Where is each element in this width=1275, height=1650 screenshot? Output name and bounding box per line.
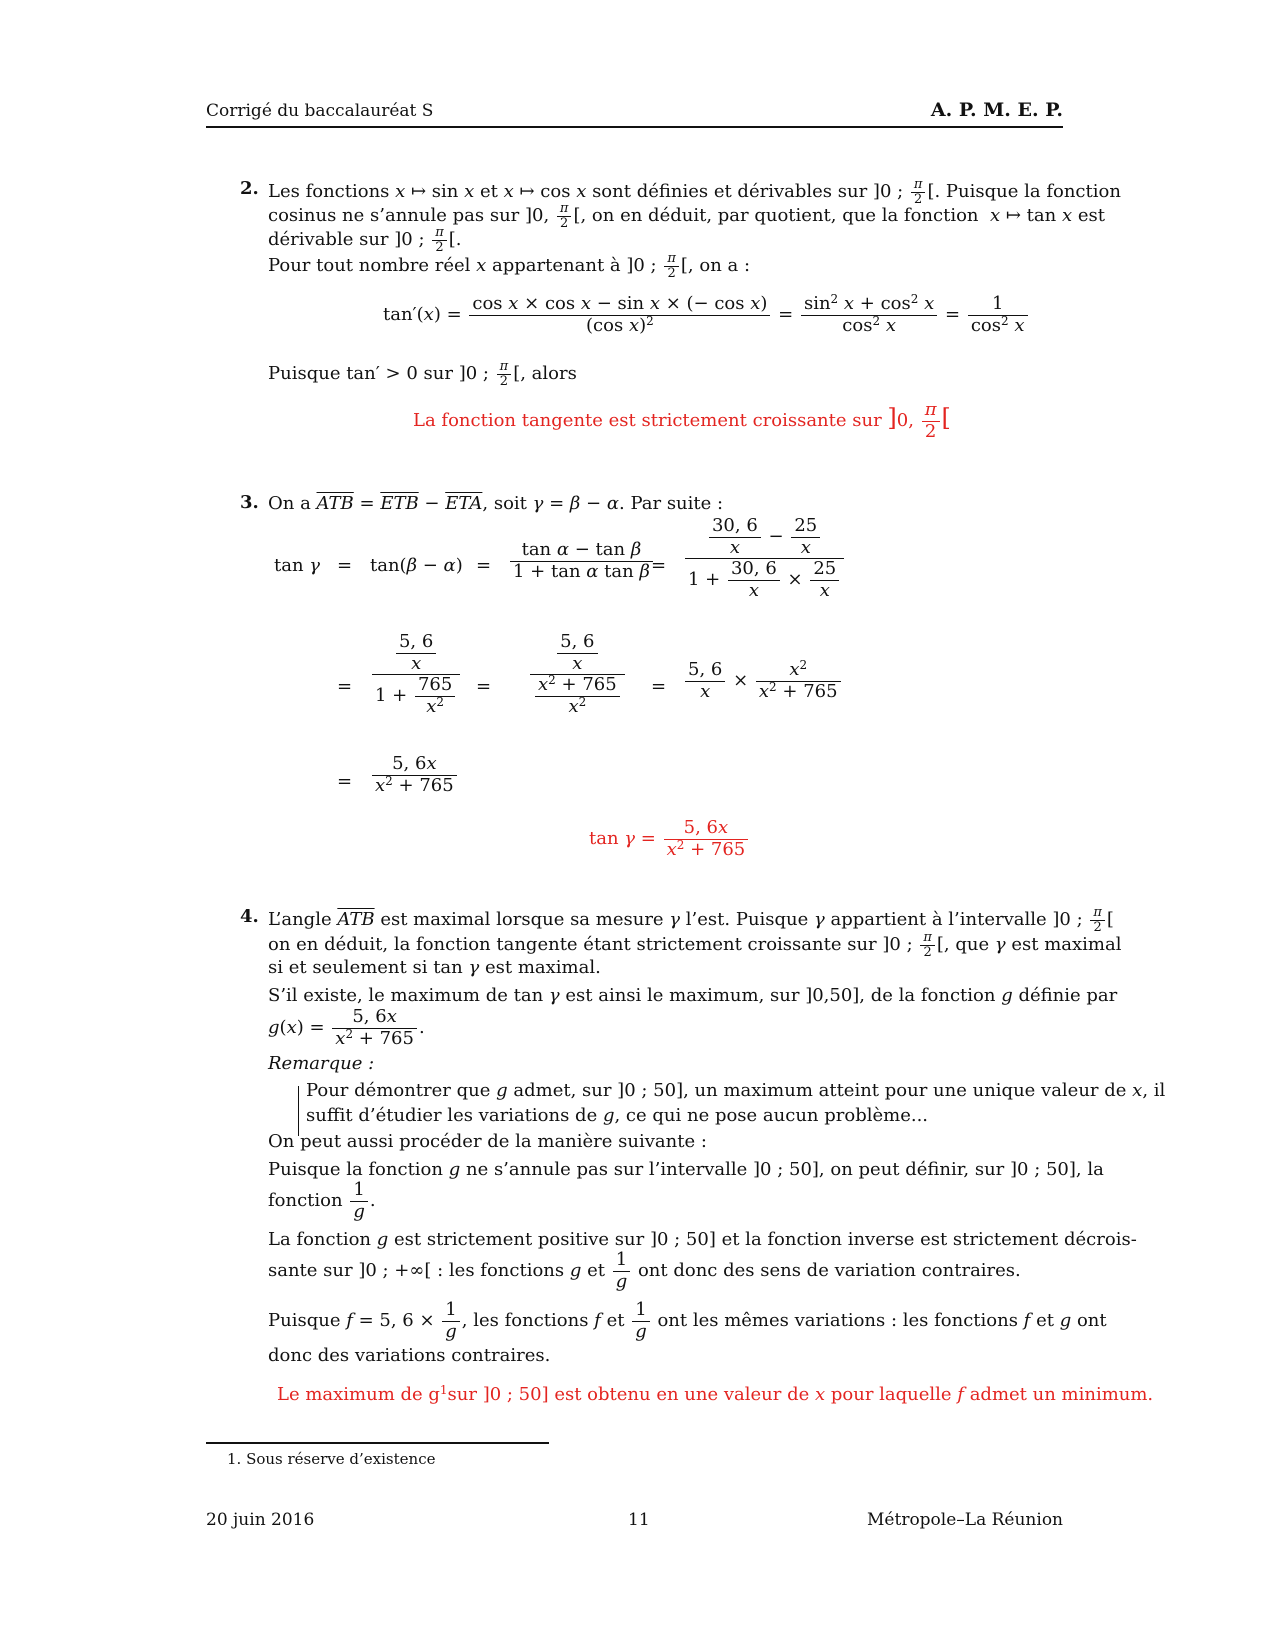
- question-number: 4.: [240, 906, 259, 927]
- product-form: $\frac{5, 6}{x}$ × $\frac{x^2}{x^2 + 765}$: [683, 660, 843, 702]
- remark-bar: [298, 1086, 299, 1136]
- header-rule: [206, 126, 1063, 128]
- q2-conclusion: La fonction tangente est strictement croissante sur ]0, $\frac{\pi}{2}$ [: [413, 399, 951, 442]
- footnote: 1. Sous réserve d’existence: [227, 1450, 436, 1468]
- q4-line-9: Puisque f = 5, 6 × $\frac{1}{g}$ , les fonctions f et $\frac{1}{g}$ ont les mêmes variations : les fonctions f et g ont: [268, 1299, 1107, 1342]
- footer-page-number: 11: [628, 1510, 650, 1530]
- q4-line-1: L’angle $\overline{ATB}$ est maximal lorsque sa mesure γ l’est. Puisque γ appartient à l’intervalle ]0 ; $\frac{\pi}{2}$ [: [268, 905, 1114, 935]
- equals-sign: =: [651, 676, 667, 697]
- compound-fraction-2: $\frac{5, 6}{x}$ 1 + $\frac{765}{x^2}$: [370, 632, 462, 718]
- q4-line-6b: fonction $\frac{1}{g}$ .: [268, 1179, 376, 1222]
- q3-result: tan γ = $\frac{5, 6x}{x^2 + 765}$: [589, 818, 750, 860]
- q2-line-1: Les fonctions x ↦ sin x et x ↦ cos x sont définies et dérivables sur ]0 ; $\frac{\pi}{2}$ [. Puisque la fonction: [268, 177, 1121, 207]
- q2-line-2: cosinus ne s’annule pas sur ]0, $\frac{\pi}{2}$ [, on en déduit, par quotient, que la fonction x ↦ tan x est: [268, 201, 1105, 231]
- remark-label: Remarque :: [268, 1053, 375, 1074]
- q4-line-10: donc des variations contraires.: [268, 1345, 551, 1366]
- question-number: 3.: [240, 492, 259, 513]
- equals-sign: =: [337, 555, 353, 576]
- compound-fraction-3: $\frac{\frac{5, 6}{x}}{\frac{x^2 + 765}{x^2}}$: [528, 632, 627, 718]
- footer-place: Métropole–La Réunion: [867, 1510, 1063, 1530]
- g-definition: g(x) = $\frac{5, 6x}{x^2 + 765}$ .: [268, 1006, 425, 1049]
- simplified-fraction: $\frac{5, 6x}{x^2 + 765}$: [370, 754, 459, 796]
- q4-line-5: On peut aussi procéder de la manière suivante :: [268, 1131, 707, 1152]
- equals-sign: =: [476, 676, 492, 697]
- q4-conclusion: Le maximum de $g^1sur$ ]0 ; 50] est obtenu en une valeur de x pour laquelle f admet un minimum.: [277, 1383, 1154, 1405]
- header-org: A. P. M. E. P.: [930, 99, 1063, 121]
- q4-line-3: si et seulement si tan γ est maximal.: [268, 957, 601, 978]
- footer-date: 20 juin 2016: [206, 1510, 315, 1530]
- remark-line-1: Pour démontrer que g admet, sur ]0 ; 50], un maximum atteint pour une unique valeur de x, il: [306, 1080, 1166, 1101]
- equals-sign: =: [476, 555, 492, 576]
- q4-line-4: S’il existe, le maximum de tan γ est ainsi le maximum, sur ]0,50], de la fonction g définie par: [268, 985, 1118, 1006]
- q2-line-4: Pour tout nombre réel x appartenant à ]0 ; $\frac{\pi}{2}$ [, on a :: [268, 251, 751, 281]
- footnote-rule: [206, 1442, 549, 1444]
- derivative-formula: tan′(x) = $\frac{\text{cos x × cos x − sin x × (− cos x)}}{(\cos x)^2}$ = $\frac{\sin^2 x + \cos^2 x}{\cos^2 x}$ = $\frac{1}{\cos^2 x}$: [383, 294, 1030, 336]
- q4-line-8: sante sur ]0 ; +∞[ : les fonctions g et $\frac{1}{g}$ ont donc des sens de variation contraires.: [268, 1249, 1021, 1292]
- question-number: 2.: [240, 178, 259, 199]
- compound-fraction-1: $\frac{30, 6}{x}$ − $\frac{25}{x}$ 1 + $\frac{30, 6}{x}$ × $\frac{25}{x}$: [683, 516, 846, 602]
- q2-line-5: Puisque tan′ > 0 sur ]0 ; $\frac{\pi}{2}$ [, alors: [268, 359, 577, 389]
- equals-sign: =: [651, 555, 667, 576]
- remark-line-2: suffit d’étudier les variations de g, ce qui ne pose aucun problème...: [306, 1105, 929, 1126]
- q2-line-3: dérivable sur ]0 ; $\frac{\pi}{2}$ [.: [268, 225, 462, 255]
- tan-gamma-label: tan γ: [274, 555, 321, 576]
- q4-line-7: La fonction g est strictement positive sur ]0 ; 50] et la fonction inverse est strictement décrois-: [268, 1229, 1137, 1250]
- q4-line-2: on en déduit, la fonction tangente étant strictement croissante sur ]0 ; $\frac{\pi}{2}$ [, que γ est maximal: [268, 930, 1122, 960]
- q3-intro: On a $\overline{ATB} = \overline{ETB} - \overline{ETA}$, soit γ = β − α. Par suite :: [268, 493, 724, 514]
- tan-beta-minus-alpha: tan(β − α): [370, 555, 463, 576]
- subtraction-formula: $\frac{\text{tan α − tan β}}{\text{1 + tan α tan β}}$: [508, 540, 655, 582]
- header-title: Corrigé du baccalauréat S: [206, 101, 434, 121]
- equals-sign: =: [337, 676, 353, 697]
- q4-line-6: Puisque la fonction g ne s’annule pas sur l’intervalle ]0 ; 50], on peut définir, sur ]0 ; 50], la: [268, 1159, 1104, 1180]
- equals-sign: =: [337, 771, 353, 792]
